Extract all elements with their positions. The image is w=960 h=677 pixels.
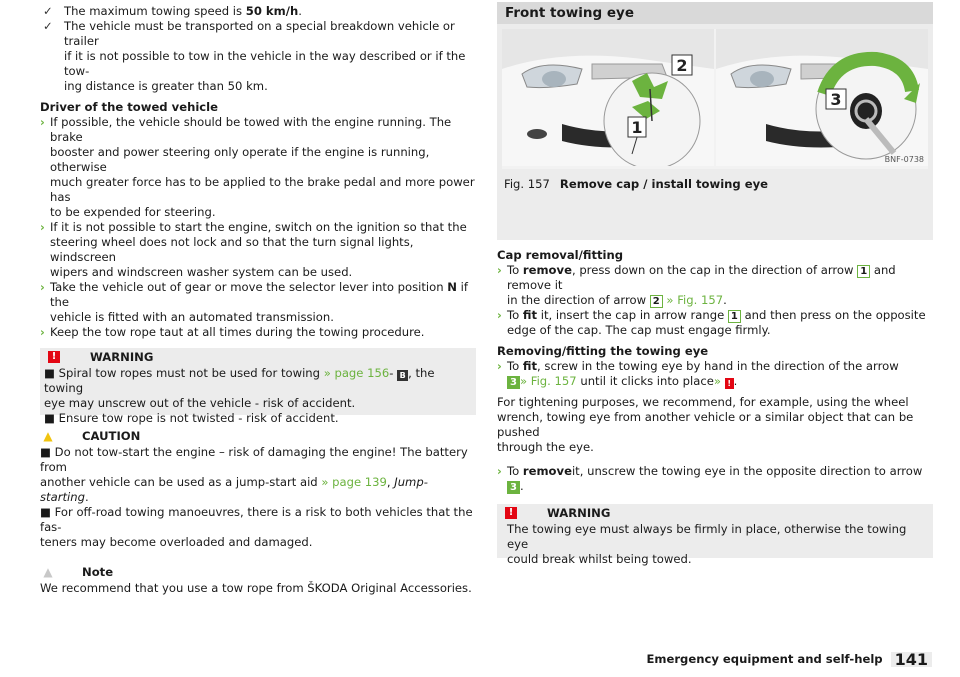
warning-icon: ! xyxy=(505,507,517,519)
figure-caption: Fig. 157 Remove cap / install towing eye xyxy=(504,177,769,191)
list-item: › To remove, press down on the cap in the direction of arrow 1 and remove it in the direction of arrow 2 » Fig. 157. xyxy=(497,263,896,307)
chapter-title: Emergency equipment and self-help xyxy=(646,652,883,666)
page-link[interactable]: » page 139 xyxy=(321,475,387,489)
warning-icon: ! xyxy=(48,351,60,363)
figure-code: BNF-0738 xyxy=(884,155,924,164)
figure xyxy=(497,24,933,240)
chevron-right-icon: › xyxy=(497,308,502,322)
chevron-right-icon: › xyxy=(497,464,502,478)
page-link[interactable]: » page 156 xyxy=(323,366,390,380)
warning-link[interactable]: » xyxy=(713,374,725,388)
figure-panel-right xyxy=(716,29,928,166)
section-heading: Driver of the towed vehicle xyxy=(40,100,219,114)
list-item: › To fit, screw in the towing eye by hand in the direction of the arrow 3 » Fig. 157 until it clicks into place» ! . xyxy=(497,359,899,388)
checkmark-icon: ✓ xyxy=(43,19,53,33)
paragraph: For tightening purposes, we recommend, for example, using the wheel wrench, towing eye from another vehicle or a similar object that can be pushed through the eye. xyxy=(497,395,914,454)
arrow-number-badge: 3 xyxy=(507,376,520,389)
list-item: › Take the vehicle out of gear or move the selector lever into position N if the vehicle is fitted with an automated transmission. xyxy=(40,280,468,324)
svg-text:2: 2 xyxy=(676,56,688,75)
list-item: › If it is not possible to start the engine, switch on the ignition so that the steering wheel does not lock and so that the turn signal lights, windscreen wipers and windscreen washer system can be used. xyxy=(40,220,467,279)
list-item: › To fit it, insert the cap in arrow range 1 and then press on the opposite edge of the cap. The cap must engage firmly. xyxy=(497,308,926,337)
page-footer xyxy=(646,652,932,667)
chevron-right-icon: › xyxy=(40,220,45,234)
check-item: ✓ The vehicle must be transported on a special breakdown vehicle or trailer if it is not possible to tow in the vehicle in the way described or if the tow- ing distance is greater than 50 km. xyxy=(43,19,466,93)
svg-text:3: 3 xyxy=(830,90,842,109)
check-item: ✓ The maximum towing speed is 50 km/h. xyxy=(43,4,302,18)
warning-icon: ! xyxy=(725,378,734,389)
caution-box: ▲ CAUTION ■ Do not tow-start the engine – risk of damaging the engine! The battery from another vehicle can be used as a jump-start aid » page 139, Jump-starting. ■ For off-road towing manoeuvres, there is a risk to both vehicles that the fas- teners may become overloaded and damaged. xyxy=(40,428,473,549)
section-title: Front towing eye xyxy=(497,2,933,24)
svg-text:1: 1 xyxy=(631,118,643,137)
arrow-number-badge: 1 xyxy=(857,265,870,278)
chevron-right-icon: › xyxy=(40,280,45,294)
arrow-number-badge: 2 xyxy=(650,295,663,308)
left-column xyxy=(40,0,476,596)
page-number: 141 xyxy=(891,652,932,667)
section-heading: Removing/fitting the towing eye xyxy=(497,344,709,358)
checkmark-icon: ✓ xyxy=(43,4,53,18)
fig-link[interactable]: » Fig. 157 xyxy=(662,293,724,307)
list-item: › If possible, the vehicle should be towed with the engine running. The brake booster and power steering only operate if the engine is running, otherwise much greater force has to be applied to the brake pedal and more power has to be expended for steering. xyxy=(40,115,475,219)
list-item: › To removeit, unscrew the towing eye in the opposite direction to arrow 3 . xyxy=(497,464,923,493)
section-heading: Cap removal/fitting xyxy=(497,248,624,262)
arrow-number-badge: 3 xyxy=(507,481,520,494)
caution-icon: ▲ xyxy=(43,429,53,443)
right-column xyxy=(497,0,933,566)
warning-box: ! WARNING ■ Spiral tow ropes must not be used for towing » page 156- B , the towing eye may unscrew out of the vehicle - risk of accident. ■ Ensure tow rope is not twisted - risk of accident. xyxy=(40,348,476,415)
chevron-right-icon: › xyxy=(497,359,502,373)
figure-panel-left xyxy=(502,29,714,166)
chevron-right-icon: › xyxy=(40,115,45,129)
list-item: › Keep the tow rope taut at all times during the towing procedure. xyxy=(40,325,425,339)
fig-link[interactable]: » Fig. 157 xyxy=(519,374,577,388)
note-icon: ▲ xyxy=(43,565,53,579)
chevron-right-icon: › xyxy=(40,325,45,339)
figure-image xyxy=(502,29,928,169)
b-symbol-icon: B xyxy=(397,370,408,381)
chevron-right-icon: › xyxy=(497,263,502,277)
warning-box: ! WARNING The towing eye must always be firmly in place, otherwise the towing eye could break whilst being towed. xyxy=(497,504,933,558)
arrow-number-badge: 1 xyxy=(728,310,741,323)
note-box: ▲ Note We recommend that you use a tow rope from ŠKODA Original Accessories. xyxy=(40,564,472,595)
